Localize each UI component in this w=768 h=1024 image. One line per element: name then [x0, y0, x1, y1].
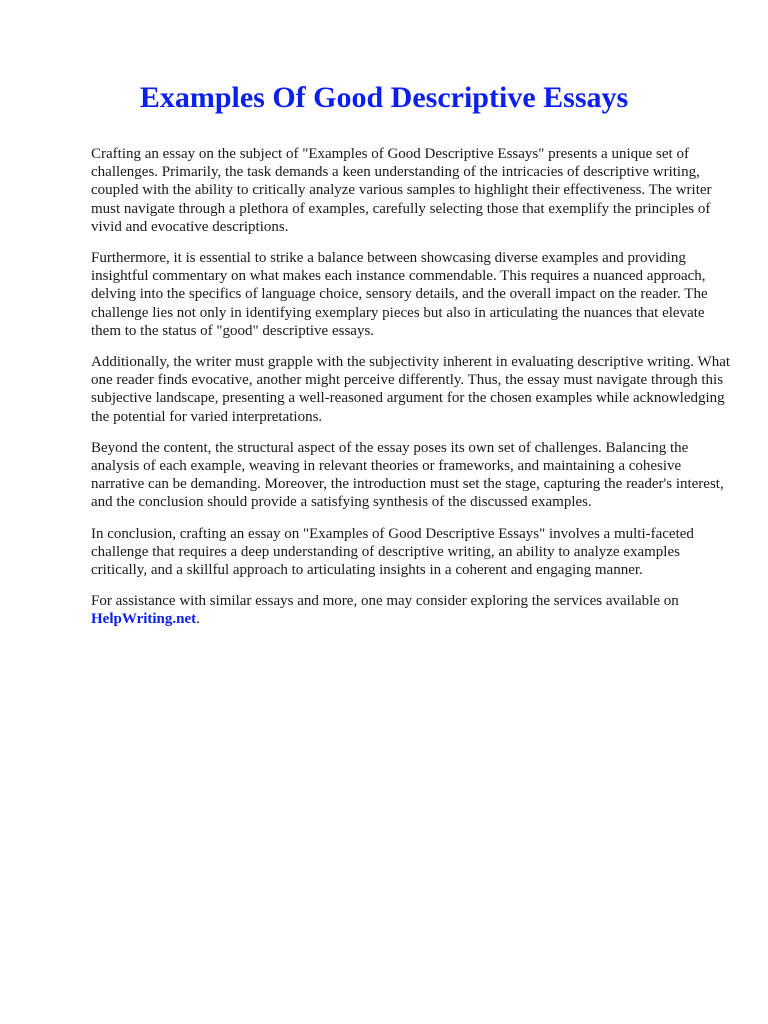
paragraph-4: Beyond the content, the structural aspect of the essay poses its own set of challenges. Balancing the analysis of each example, weaving in relevant theories or frameworks, and maintaining a cohesive narrative can be demanding. Moreover, the introduction must set the stage, capturing the reader's interest, and the conclusion should provide a satisfying synthesis of the discussed examples. — [91, 439, 724, 511]
closing-text: For assistance with similar essays and more, one may consider exploring the services available on — [91, 593, 679, 610]
paragraph-3: Additionally, the writer must grapple with the subjectivity inherent in evaluating descriptive writing. What one reader finds evocative, another might perceive differently. Thus, the essay must navigate through this subjective landscape, presenting a well-reasoned argument for the chosen examples while acknowledging the potential for varied interpretations. — [91, 354, 731, 425]
essay-body — [91, 145, 731, 642]
closing-period: . — [196, 611, 200, 628]
paragraph-1: Crafting an essay on the subject of "Examples of Good Descriptive Essays" presents a unique set of challenges. Primarily, the task demands a keen understanding of the intricacies of descriptive writing, coupled with the ability to critically analyze various samples to highlight their effectiveness. The writer must navigate through a plethora of examples, carefully selecting those that exemplify the principles of vivid and evocative descriptions. — [91, 146, 712, 235]
paragraph-2: Furthermore, it is essential to strike a balance between showcasing diverse examples and providing insightful commentary on what makes each instance commendable. This requires a nuanced approach, delving into the specifics of language choice, sensory details, and the overall impact on the reader. The challenge lies not only in identifying exemplary pieces but also in articulating the nuances that elevate them to the status of "good" descriptive essays. — [91, 250, 708, 339]
closing-paragraph — [91, 592, 731, 628]
page-title: Examples Of Good Descriptive Essays — [139, 81, 629, 114]
helpwriting-link[interactable]: HelpWriting.net — [91, 611, 197, 628]
paragraph-5: In conclusion, crafting an essay on "Examples of Good Descriptive Essays" involves a multi-faceted challenge that requires a deep understanding of descriptive writing, an ability to analyze examples critically, and a skillful approach to articulating insights in a coherent and engaging manner. — [91, 525, 694, 579]
